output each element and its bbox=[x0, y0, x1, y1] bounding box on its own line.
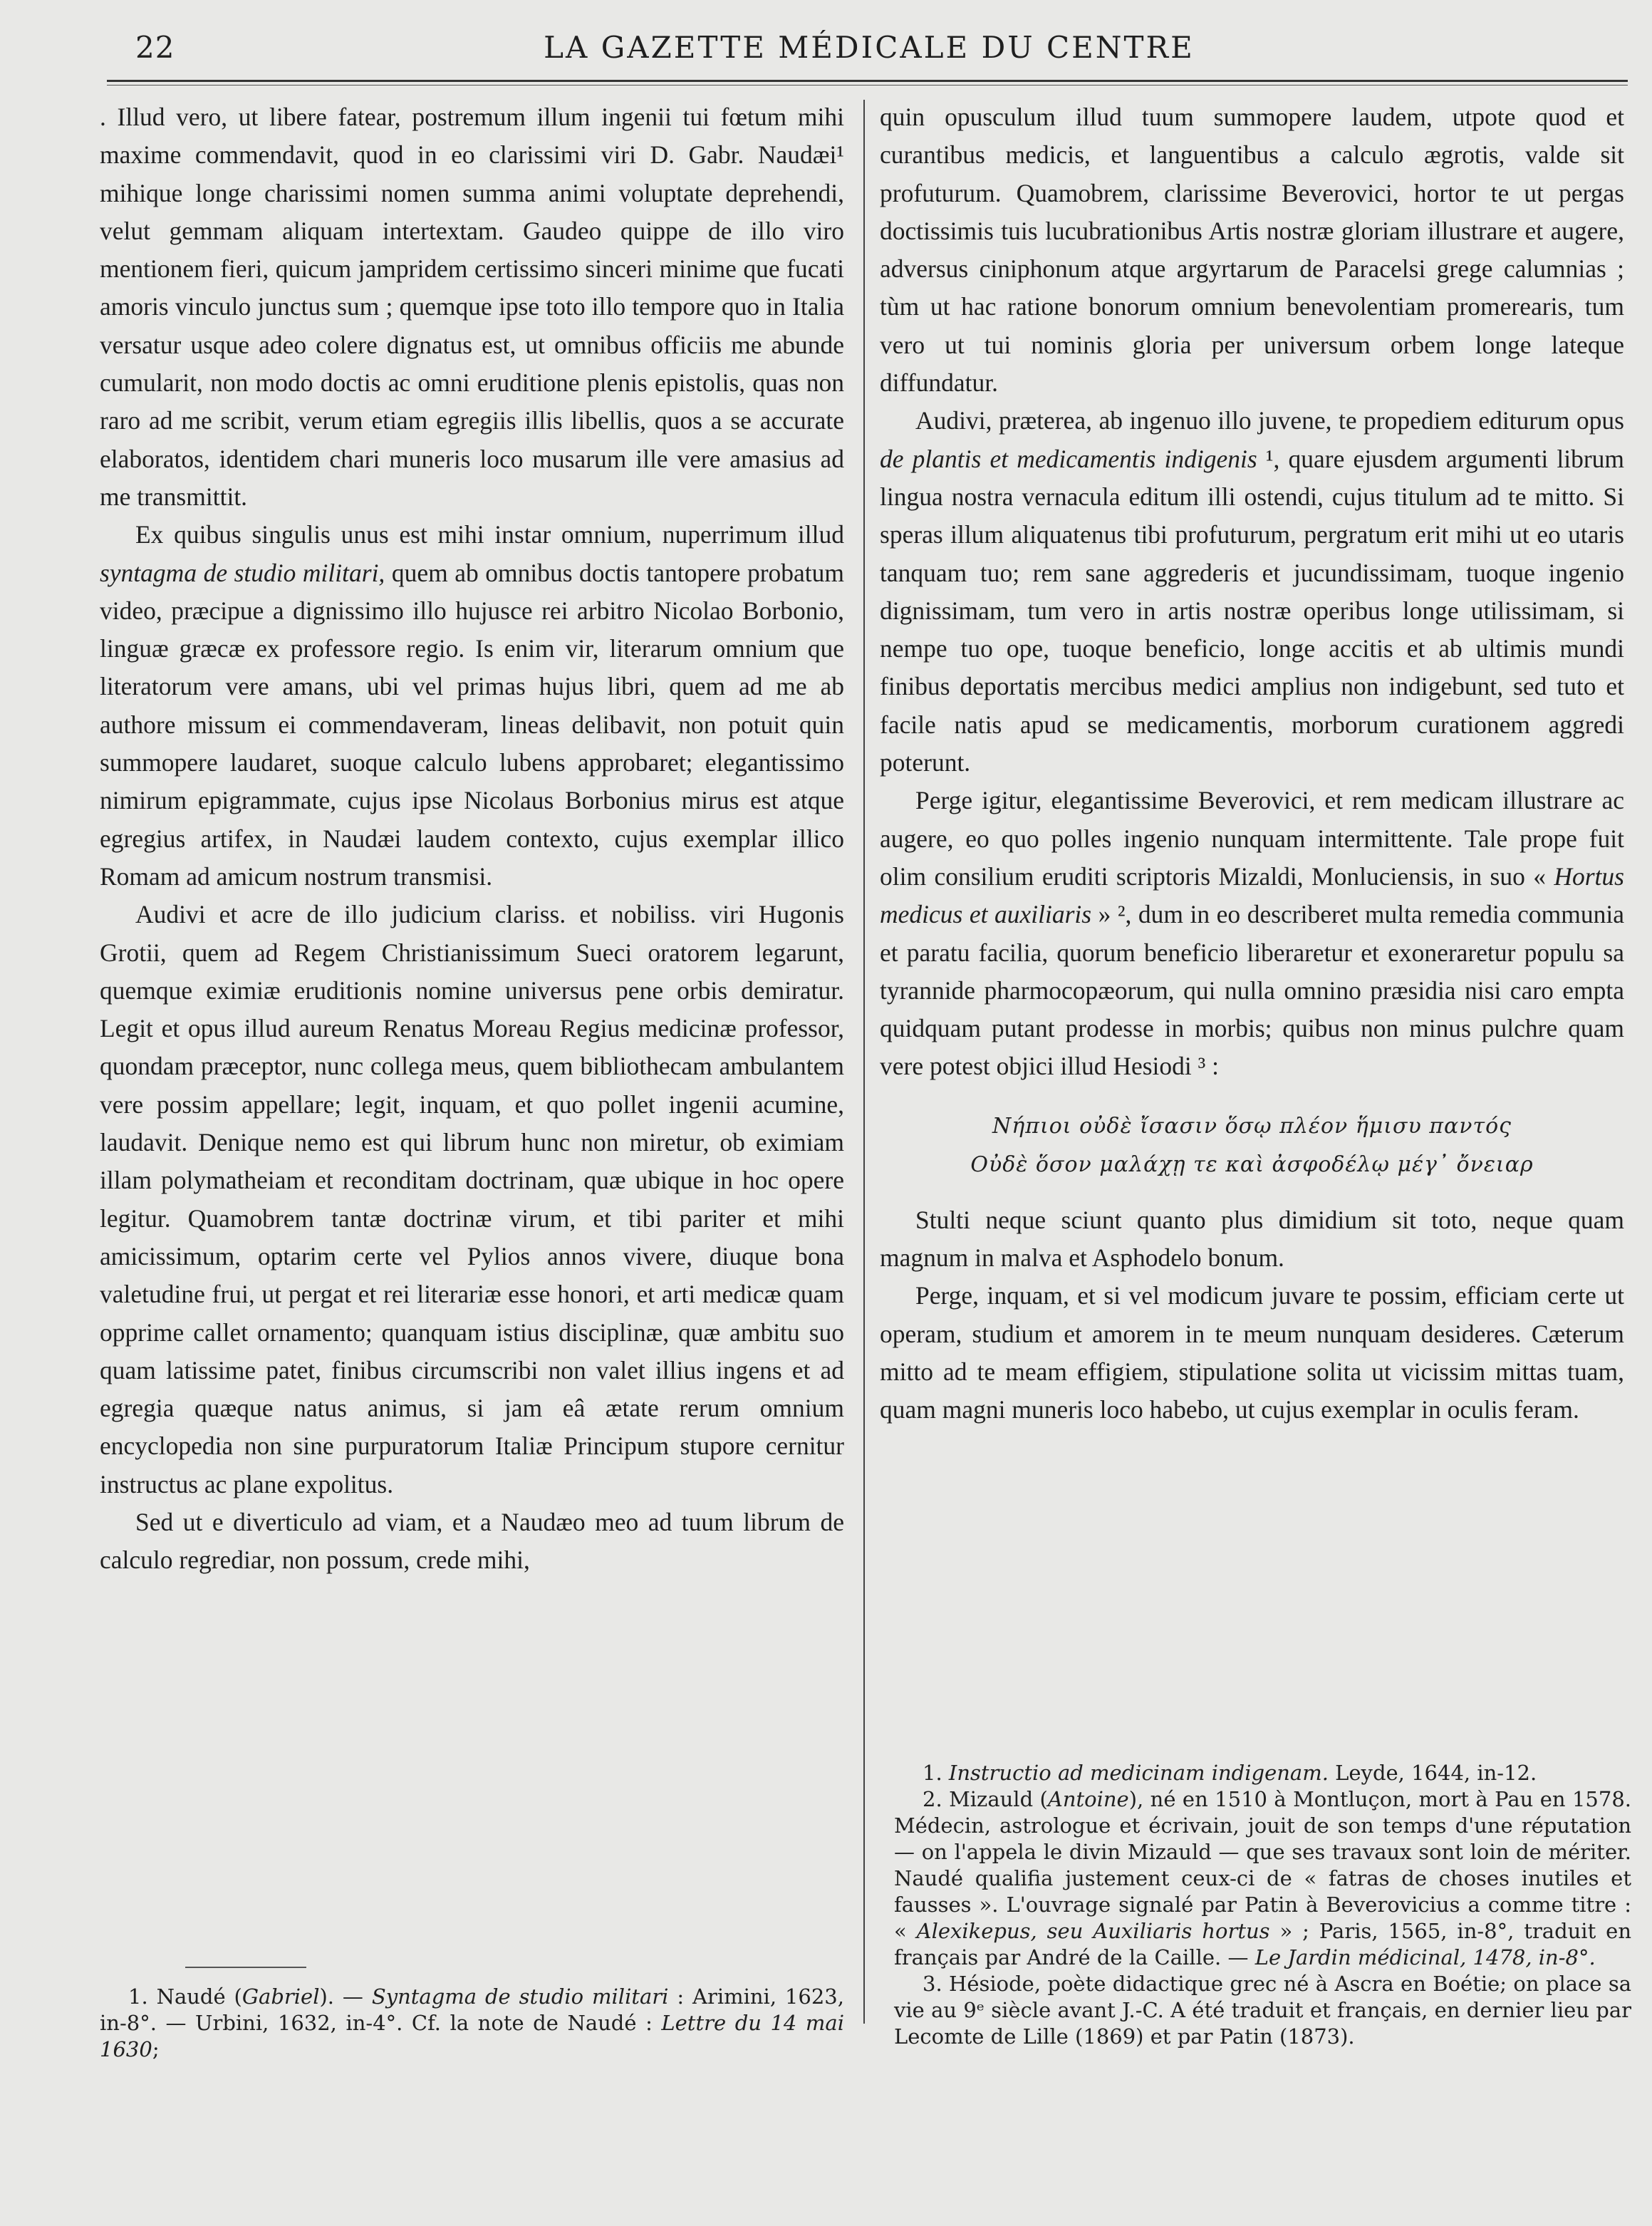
paragraph: Ex quibus singulis unus est mihi instar omnium, nuperrimum illud syntagma de studio militari, quem ab omnibus doctis tantopere probatum video, præcipue a dignissimo illo hujusce rei arbitro Nicolao Borbonio, linguæ græcæ ex professore regio. Is enim vir, literarum omnium que literatorum vere amans, ubi vel primas hujus libri, quem ad me ab authore missum ei commendaveram, lineas delibavit, non potuit quin summopere laudaret, suoque calculo lubens approbaret; elegantissimo nimirum epigrammate, cujus ipse Nicolaus Borbonius mirus est atque egregius artifex, in Naudæi laudem contexto, cujus exemplar illico Romam ad amicum nostrum transmisi. bbox=[100, 520, 844, 891]
page-number: 22 bbox=[135, 30, 175, 65]
left-column bbox=[100, 98, 844, 1580]
footnote: 1. Naudé (Gabriel). — Syntagma de studio militari : Arimini, 1623, in-8°. — Urbini, 1632, in-4°. Cf. la note de Naudé : Lettre du 14 mai 1630; bbox=[100, 1984, 844, 2061]
footnote-rule bbox=[185, 1967, 306, 1968]
greek-quotation bbox=[880, 1107, 1624, 1184]
paragraph: Stulti neque sciunt quanto plus dimidium sit toto, neque quam magnum in malva et Asphodelo bonum. bbox=[880, 1205, 1624, 1273]
column-divider bbox=[863, 100, 865, 2024]
paragraph: . Illud vero, ut libere fatear, postremum illum ingenii tui fœtum mihi maxime commendavit, quod in eo clarissimi viri D. Gabr. Naudæi¹ mihique longe charissimi nomen summa animi voluptate deprehendi, velut gemmam aliquam intertextam. Gaudeo quippe de illo viro mentionem fieri, quicum jampridem certissimo sinceri minime que fucati amoris vinculo junctus sum ; quemque ipse toto illo tempore quo in Italia versatur usque adeo colere dignatus est, ut omnibus officiis me abunde cumularit, non modo doctis ac omni eruditione plenis epistolis, quas non raro ad me scribit, verum etiam egregiis illis libellis, quos a se accurate elaboratos, identidem chari muneris loco musarum ille vere amasius ad me transmittit. bbox=[100, 103, 844, 511]
footnote: 2. Mizauld (Antoine), né en 1510 à Montluçon, mort à Pau en 1578. Médecin, astrologue et écrivain, jouit de son temps d'une réputation — on l'appela le divin Mizauld — que ses travaux sont loin de mériter. Naudé qualifia justement ceux-ci de « fatras de choses inutiles et fausses ». L'ouvrage signalé par Patin à Beverovicius a comme titre : « Alexikepus, seu Auxiliaris hortus » ; Paris, 1565, in-8°, traduit en français par André de la Caille. — Le Jardin médicinal, 1478, in-8°. bbox=[894, 1787, 1631, 1969]
header-rule bbox=[107, 80, 1628, 86]
paragraph: Sed ut e diverticulo ad viam, et a Naudæo meo ad tuum librum de calculo regrediar, non possum, crede mihi, bbox=[100, 1507, 844, 1575]
greek-line: Νήπιοι οὐδὲ ἴσασιν ὅσῳ πλέον ἥμισυ παντός bbox=[992, 1113, 1512, 1139]
right-footnotes bbox=[894, 1760, 1631, 2050]
greek-line: Οὐδὲ ὅσον μαλάχῃ τε καὶ ἀσφοδέλῳ μέγ᾽ ὄνειαρ bbox=[970, 1151, 1534, 1177]
left-footnotes bbox=[100, 1967, 844, 2063]
footnote: 3. Hésiode, poète didactique grec né à Ascra en Boétie; on place sa vie au 9ᵉ siècle avant J.-C. A été traduit et français, en dernier lieu par Lecomte de Lille (1869) et par Patin (1873). bbox=[894, 1972, 1631, 2049]
footnote: 1. Instructio ad medicinam indigenam. Leyde, 1644, in-12. bbox=[923, 1761, 1537, 1785]
paragraph: Audivi et acre de illo judicium clariss. et nobiliss. viri Hugonis Grotii, quem ad Regem Christianissimum Sueci oratorem legarunt, quemque eximiæ eruditionis nomine universus pene orbis demiratur. Legit et opus illud aureum Renatus Moreau Regius medicinæ professor, quondam præceptor, nunc collega meus, quem bibliothecam ambulantem vere possim appellare; legit, inquam, et quo pollet ingenii acumine, laudavit. Denique nemo est qui librum hunc non miretur, ob eximiam illam polymatheiam et reconditam doctrinam, quæ ubique in hoc opere legitur. Quamobrem tantæ doctrinæ virum, et tibi pariter et mihi amicissimum, optarim certe vel Pylios annos vivere, diuque bona valetudine frui, ut pergat et rei literariæ esse honori, et arti medicæ quam opprime callet ornamento; quanquam istius disciplinæ, quæ ambitu suo quam latissime patet, finibus circumscribi non valet illius ingens et ad egregia quæque natus animus, si jam eâ ætate rerum omnium encyclopedia non sine purpuratorum Italiæ Principum stupore cernitur instructus ac plane expolitus. bbox=[100, 900, 844, 1498]
paragraph: Perge, inquam, et si vel modicum juvare te possim, efficiam certe ut operam, studium et amorem in te meum nunquam desideres. Cæterum mitto ad te meam effigiem, stipulatione solita ut vicissim mittas tuam, quam magni muneris loco habebo, ut cujus exemplar in oculis feram. bbox=[880, 1281, 1624, 1424]
journal-title: LA GAZETTE MÉDICALE DU CENTRE bbox=[544, 30, 1195, 65]
paragraph: Perge igitur, elegantissime Beverovici, et rem medicam illustrare ac augere, eo quo polles ingenio nunquam intermittente. Tale prope fuit olim consilium eruditi scriptoris Mizaldi, Monluciensis, in suo « Hortus medicus et auxiliaris » ², dum in eo describeret multa remedia communia et paratu facilia, quorum beneficio liberaretur et exoneraretur populu sa tyrannide pharmocopæorum, qui nulla omnino præsidia nisi caro empta quidquam putant prodesse in morbis; quibus non minus pulchre quam vere potest objici illud Hesiodi ³ : bbox=[880, 786, 1624, 1081]
running-head bbox=[107, 27, 1631, 70]
paragraph: Audivi, præterea, ab ingenuo illo juvene, te propediem editurum opus de plantis et medicamentis indigenis ¹, quare ejusdem argumenti librum lingua nostra vernacula editum illi ostendi, cujus titulum ad te mitto. Si speras illum aliquatenus tibi profuturum, pergratum erit mihi ut eo utaris tanquam tuo; rem sane aggrederis et jucundissimam, tuoque ingenio dignissimam, tum vero in artis nostræ operibus longe utilissimam, si nempe tuo ope, tuoque beneficio, longe accitis et ab ultimis mundi finibus deportatis mercibus medici amplius non indigebunt, sed tuto et facile natis apud se medicamentis, morborum curationem aggredi poterunt. bbox=[880, 406, 1624, 777]
paragraph: quin opusculum illud tuum summopere laudem, utpote quod et curantibus medicis, et languentibus a calculo ægrotis, valde sit profuturum. Quamobrem, clarissime Beverovici, hortor te ut pergas doctissimis tuis lucubrationibus Artis nostræ gloriam illustrare et augere, adversus ciniphonum atque argyrtarum de Paracelsi grege calumnias ; tùm ut hac ratione bonorum omnium benevolentiam promerearis, tum vero ut tui nominis gloria per universum orbem longe lateque diffundatur. bbox=[880, 103, 1624, 398]
right-column bbox=[880, 98, 1624, 1429]
